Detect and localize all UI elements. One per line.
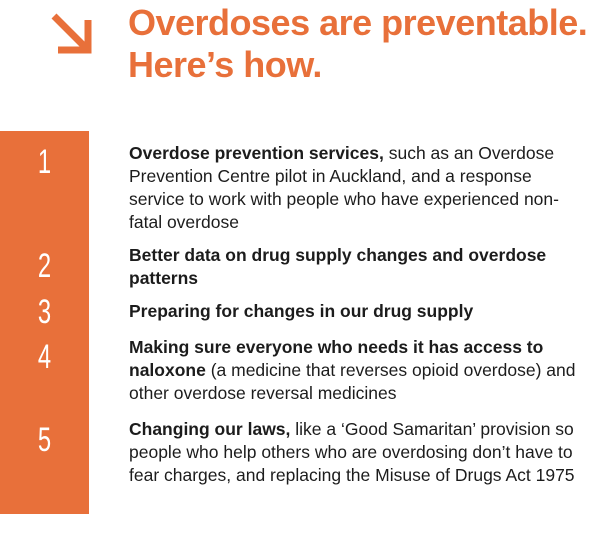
item-number-1: 1 xyxy=(37,143,52,181)
item-2-bold: Better data on drug supply changes and overdose patterns xyxy=(129,245,547,288)
arrow-down-right-icon xyxy=(46,8,96,58)
item-1-text: such as an Overdose Prevention Centre pilot in Auckland, and a response service to work with people who have experienced non-fatal overdose xyxy=(129,143,559,232)
list-item-4 xyxy=(129,336,589,405)
list-item-1 xyxy=(129,142,589,234)
page-title: Overdoses are preventable. Here’s how. xyxy=(128,2,588,85)
item-5-bold: Changing our laws, xyxy=(129,419,291,439)
item-number-3: 3 xyxy=(37,293,52,331)
list-item-5 xyxy=(129,418,589,487)
item-number-4: 4 xyxy=(37,338,52,376)
item-number-2: 2 xyxy=(37,247,52,285)
list-item-2 xyxy=(129,244,589,290)
item-3-bold: Preparing for changes in our drug supply xyxy=(129,301,474,321)
item-4-text: (a medicine that reverses opioid overdose) and other overdose reversal medicines xyxy=(129,360,576,403)
item-number-5: 5 xyxy=(37,421,52,459)
item-4-bold: Making sure everyone who needs it has access to naloxone xyxy=(129,337,544,380)
item-5-text: like a ‘Good Samaritan’ provision so people who help others who are overdosing don’t have to fear charges, and replacing the Misuse of Drugs Act 1975 xyxy=(129,419,575,485)
list-item-3 xyxy=(129,300,589,323)
item-1-bold: Overdose prevention services, xyxy=(129,143,384,163)
